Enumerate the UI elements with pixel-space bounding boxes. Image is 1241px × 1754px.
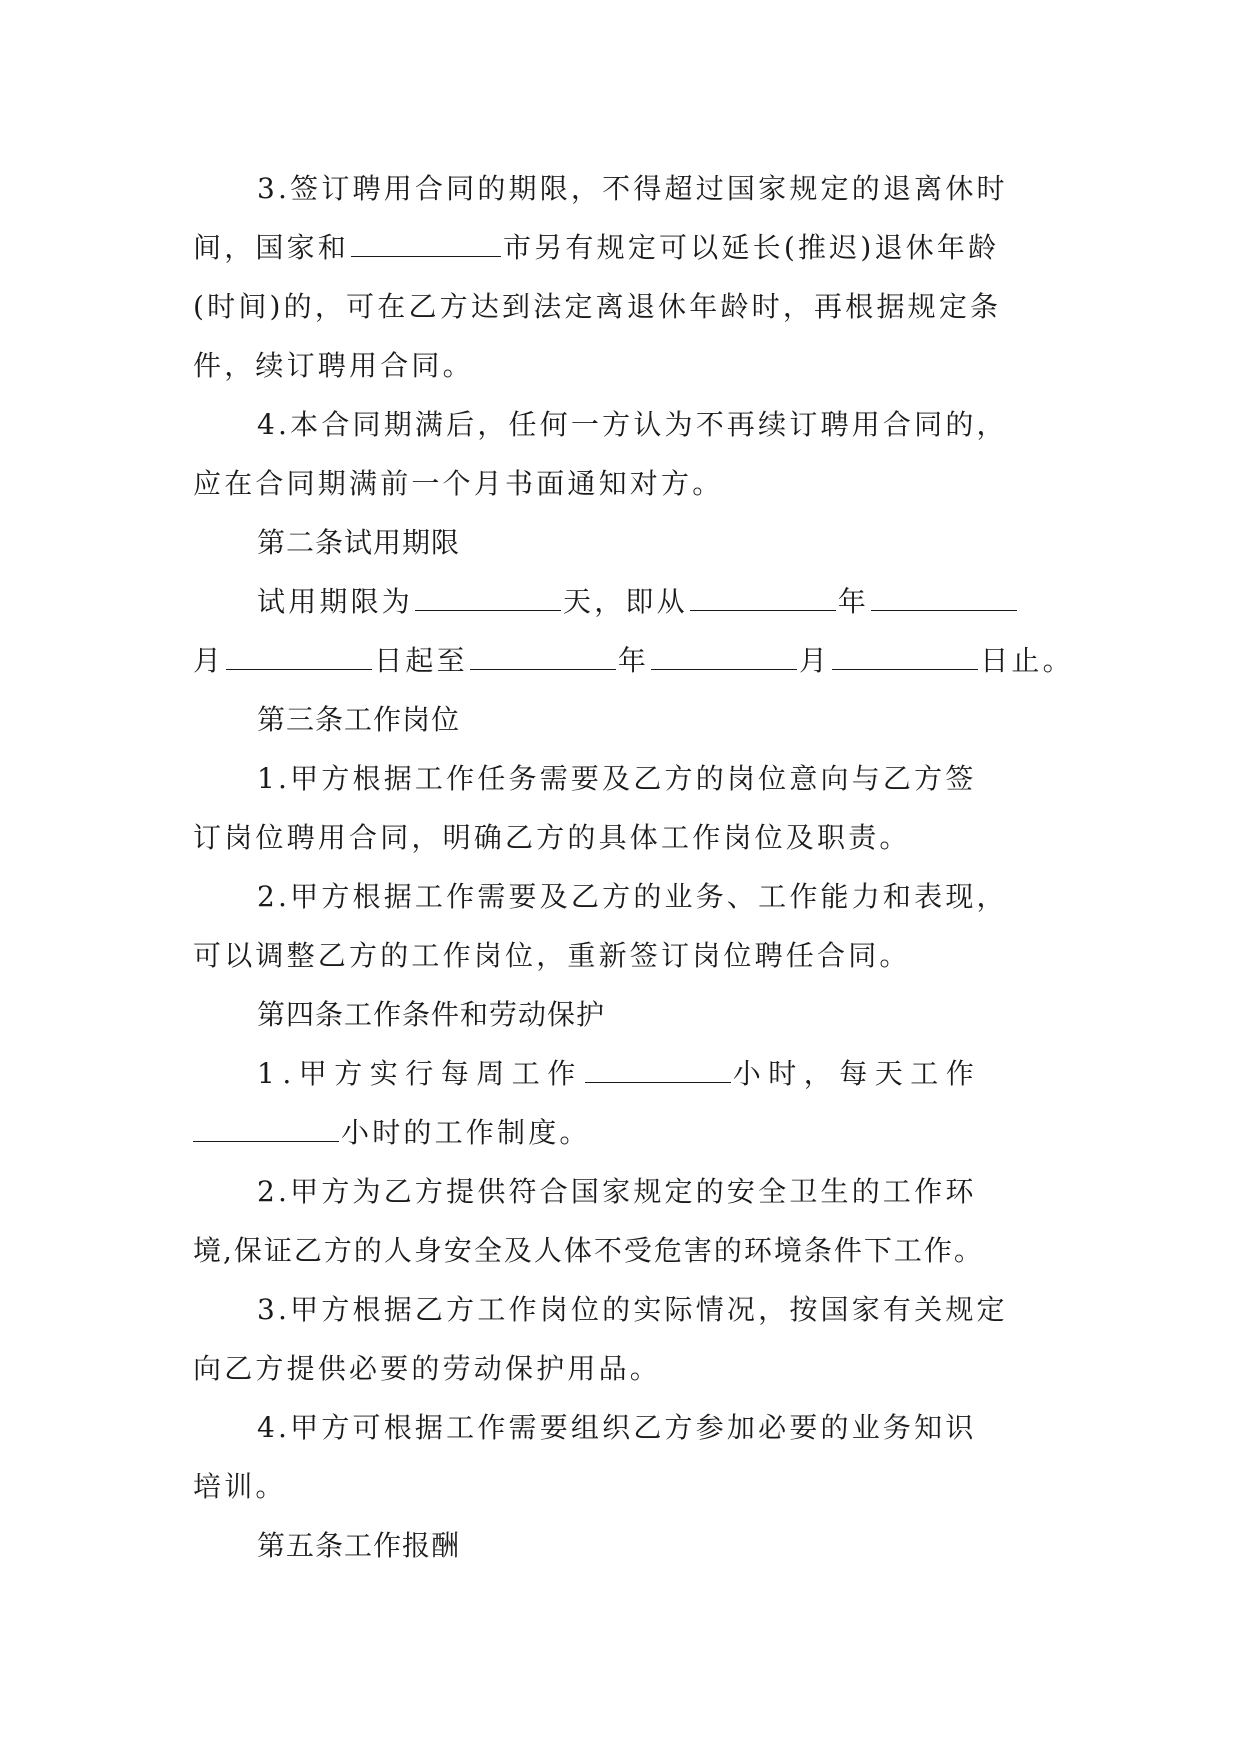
blank-field-start-month bbox=[871, 588, 1017, 611]
text: 年 bbox=[837, 585, 870, 618]
text: (时间)的，可在乙方达到法定离退休年龄时，再根据规定条 bbox=[193, 290, 1002, 323]
clause-3-line-4 bbox=[193, 336, 1055, 395]
text: 3.甲方根据乙方工作岗位的实际情况，按国家有关规定 bbox=[257, 1293, 1008, 1326]
conditions-4-line-2 bbox=[193, 1457, 1055, 1516]
text: 2.甲方为乙方提供符合国家规定的安全卫生的工作环 bbox=[257, 1175, 977, 1208]
text: 试用期限为 bbox=[257, 585, 414, 618]
probation-line-1 bbox=[193, 572, 1055, 631]
clause-4-line-1 bbox=[193, 395, 1055, 454]
text: 件，续订聘用合同。 bbox=[193, 349, 474, 382]
heading-text: 第四条工作条件和劳动保护 bbox=[257, 998, 606, 1031]
blank-field-weekly-hours bbox=[585, 1060, 731, 1083]
conditions-3-line-1 bbox=[193, 1280, 1055, 1339]
blank-field-end-year bbox=[470, 647, 616, 670]
position-1-line-1 bbox=[193, 749, 1055, 808]
position-2-line-1 bbox=[193, 867, 1055, 926]
text: 4.甲方可根据工作需要组织乙方参加必要的业务知识 bbox=[257, 1411, 977, 1444]
text: 月 bbox=[799, 644, 831, 677]
position-1-line-2 bbox=[193, 808, 1055, 867]
conditions-2-line-1 bbox=[193, 1162, 1055, 1221]
text: 应在合同期满前一个月书面通知对方。 bbox=[193, 467, 724, 500]
section-heading-remuneration bbox=[193, 1516, 1055, 1575]
conditions-3-line-2 bbox=[193, 1339, 1055, 1398]
text: 1.甲方根据工作任务需要及乙方的岗位意向与乙方签 bbox=[257, 762, 977, 795]
probation-line-2 bbox=[193, 631, 1074, 690]
text: 天，即从 bbox=[563, 585, 688, 618]
clause-4-line-2 bbox=[193, 454, 1055, 513]
heading-text: 第二条试用期限 bbox=[257, 526, 461, 559]
text: 小时的工作制度。 bbox=[341, 1116, 591, 1149]
clause-3-line-3 bbox=[193, 277, 1055, 336]
text: 4.本合同期满后，任何一方认为不再续订聘用合同的， bbox=[257, 408, 1008, 441]
text: 日止。 bbox=[980, 644, 1074, 677]
conditions-2-line-2 bbox=[193, 1221, 1055, 1280]
heading-text: 第三条工作岗位 bbox=[257, 703, 461, 736]
section-heading-position bbox=[193, 690, 1055, 749]
blank-field-city bbox=[351, 234, 501, 257]
section-heading-conditions bbox=[193, 985, 1055, 1044]
text: 向乙方提供必要的劳动保护用品。 bbox=[193, 1352, 662, 1385]
text: 间，国家和 bbox=[193, 231, 350, 264]
blank-field-end-month bbox=[651, 647, 797, 670]
text: 市另有规定可以延长(推迟)退休年龄 bbox=[503, 231, 1000, 264]
text: 培训。 bbox=[193, 1470, 287, 1503]
section-heading-probation bbox=[193, 513, 1055, 572]
document-body bbox=[193, 159, 1074, 1575]
blank-field-start-day bbox=[226, 647, 372, 670]
heading-text: 第五条工作报酬 bbox=[257, 1529, 461, 1562]
conditions-4-line-1 bbox=[193, 1398, 1055, 1457]
position-2-line-2 bbox=[193, 926, 1055, 985]
text: 订岗位聘用合同，明确乙方的具体工作岗位及职责。 bbox=[193, 821, 911, 854]
clause-3-line-2 bbox=[193, 218, 1055, 277]
text: 2.甲方根据工作需要及乙方的业务、工作能力和表现， bbox=[257, 880, 1008, 913]
clause-3-line-1 bbox=[193, 159, 1055, 218]
blank-field-start-year bbox=[690, 588, 836, 611]
text: 小时，每天工作 bbox=[732, 1057, 982, 1090]
text: 境,保证乙方的人身安全及人体不受危害的环境条件下工作。 bbox=[193, 1234, 984, 1267]
text: 年 bbox=[617, 644, 650, 677]
blank-field-daily-hours bbox=[193, 1119, 339, 1142]
text: 3.签订聘用合同的期限，不得超过国家规定的退离休时 bbox=[257, 172, 1008, 205]
blank-field-end-day bbox=[832, 647, 978, 670]
conditions-1-line-1 bbox=[193, 1044, 1055, 1103]
text: 1.甲方实行每周工作 bbox=[257, 1057, 583, 1090]
text: 可以调整乙方的工作岗位，重新签订岗位聘任合同。 bbox=[193, 939, 911, 972]
conditions-1-line-2 bbox=[193, 1103, 1055, 1162]
blank-field-days bbox=[415, 588, 561, 611]
text: 月 bbox=[193, 644, 225, 677]
text: 日起至 bbox=[374, 644, 468, 677]
